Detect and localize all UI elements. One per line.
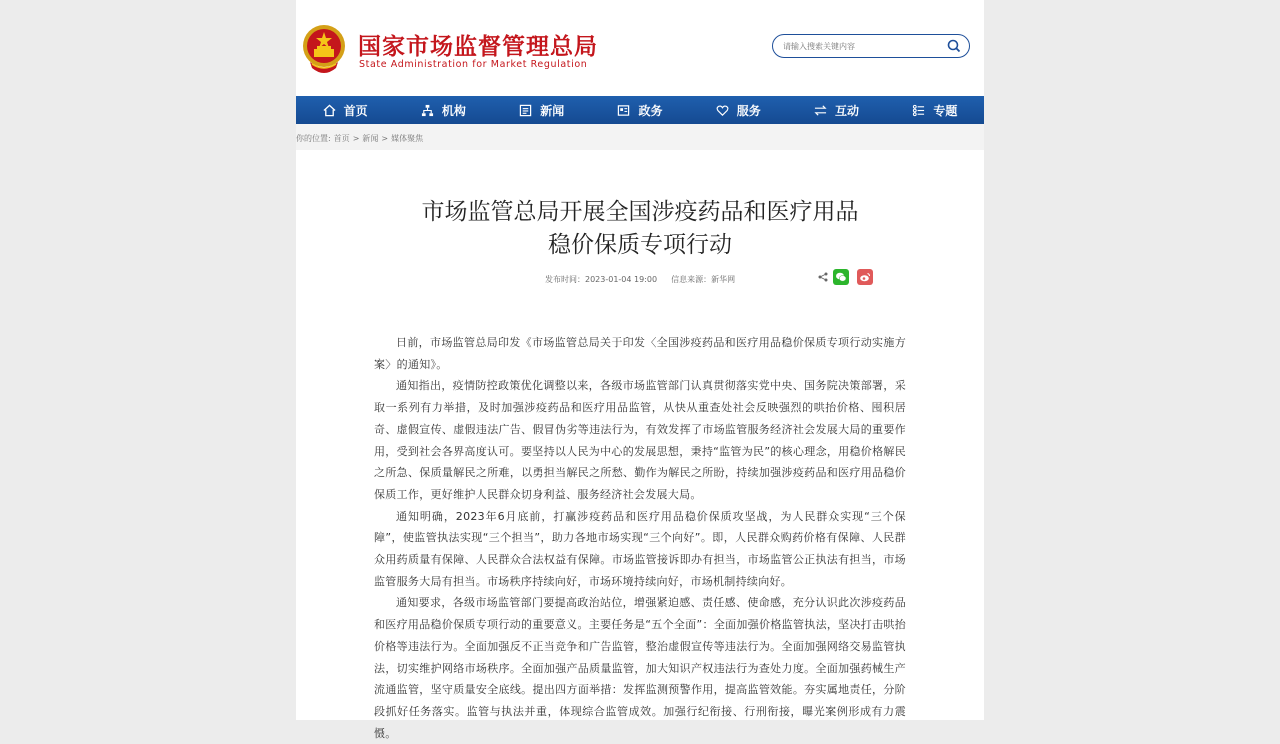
article-title-line: 稳价保质专项行动 <box>548 232 732 258</box>
search-input[interactable] <box>783 38 943 54</box>
nav-label: 政务 <box>638 103 663 118</box>
share-bar <box>818 269 881 285</box>
nav-label: 专题 <box>933 103 958 118</box>
nav-item-affairs[interactable] <box>591 96 689 124</box>
main-nav <box>296 96 984 124</box>
gov-affairs-icon <box>617 104 630 117</box>
breadcrumb-link-news[interactable]: 新闻 <box>362 134 379 143</box>
article-body <box>374 332 906 744</box>
article-title <box>336 196 944 262</box>
nav-label: 互动 <box>835 103 860 118</box>
nav-item-news[interactable] <box>493 96 591 124</box>
news-icon <box>519 104 532 117</box>
breadcrumb-prefix: 你的位置: <box>296 134 331 143</box>
nav-item-org[interactable] <box>394 96 492 124</box>
article <box>296 150 984 740</box>
national-emblem-icon[interactable] <box>300 22 348 76</box>
nav-label: 机构 <box>441 103 466 118</box>
home-icon <box>323 104 336 117</box>
nav-item-home[interactable] <box>296 96 394 124</box>
wechat-icon[interactable] <box>833 269 849 285</box>
article-title-line: 市场监管总局开展全国涉疫药品和医疗用品 <box>421 199 859 225</box>
nav-item-interact[interactable] <box>787 96 885 124</box>
article-paragraph: 通知明确，2023年6月底前，打赢涉疫药品和医疗用品稳价保质攻坚战，为人民群众实现“三个保障”，使监管执法实现“三个担当”，助力各地市场实现“三个向好”。即，人民群众购药价格有保障、人民群众用药质量有保障、人民群众合法权益有保障。市场监管接诉即办有担当，市场监管公正执法有担当，市场监管服务大局有担当。市场秩序持续向好，市场环境持续向好，市场机制持续向好。 <box>374 509 906 588</box>
article-paragraph: 通知指出，疫情防控政策优化调整以来，各级市场监管部门认真贯彻落实党中央、国务院决策部署，采取一系列有力举措，及时加强涉疫药品和医疗用品监管，从快从重查处社会反映强烈的哄抬价格、囤积居奇、虚假宣传、虚假违法广告、假冒伪劣等违法行为，有效发挥了市场监管服务经济社会发展大局的重要作用，受到社会各界高度认可。要坚持以人民为中心的发展思想，秉持“监管为民”的核心理念，用稳价格解民之所急、保质量解民之所难，以勇担当解民之所愁、勤作为解民之所盼，持续加强涉疫药品和医疗用品稳价保质工作，更好维护人民群众切身利益、服务经济社会发展大局。 <box>374 379 906 501</box>
breadcrumb-link-media[interactable]: 媒体聚焦 <box>391 134 424 143</box>
site-title-cn[interactable]: 国家市场监督管理总局 <box>358 34 598 60</box>
nav-label: 新闻 <box>540 103 565 118</box>
breadcrumb-link-home[interactable]: 首页 <box>333 134 350 143</box>
share-icon[interactable] <box>818 272 828 282</box>
heart-icon <box>716 104 729 117</box>
nav-label: 首页 <box>343 103 368 118</box>
nav-label: 服务 <box>736 103 761 118</box>
search-icon[interactable] <box>947 39 961 53</box>
nav-item-service[interactable] <box>689 96 787 124</box>
site-title-en: State Administration for Market Regulation <box>359 59 588 70</box>
info-source: 信息来源：新华网 <box>671 275 736 284</box>
breadcrumb-separator: > <box>381 134 389 143</box>
breadcrumb-separator: > <box>352 134 360 143</box>
nav-item-topics[interactable] <box>886 96 984 124</box>
search-box <box>772 34 970 58</box>
article-meta <box>545 274 749 285</box>
breadcrumb <box>296 133 426 144</box>
exchange-icon <box>814 104 827 117</box>
breadcrumb-bar <box>296 124 984 150</box>
page-container <box>296 0 984 740</box>
weibo-icon[interactable] <box>857 269 873 285</box>
article-paragraph: 通知要求，各级市场监管部门要提高政治站位，增强紧迫感、责任感、使命感，充分认识此次涉疫药品和医疗用品稳价保质专项行动的重要意义。主要任务是“五个全面”：全面加强价格监管执法，坚决打击哄抬价格等违法行为。全面加强反不正当竞争和广告监管，整治虚假宣传等违法行为。全面加强网络交易监管执法，切实维护网络市场秩序。全面加强产品质量监管，加大知识产权违法行为查处力度。全面加强药械生产流通监管，坚守质量安全底线。提出四方面举措：发挥监测预警作用，提高监管效能。夯实属地责任，分阶段抓好任务落实。监管与执法并重，体现综合监管成效。加强行纪衔接、行刑衔接，曝光案例形成有力震慑。 <box>374 596 906 740</box>
site-header <box>296 0 984 96</box>
publish-time: 发布时间：2023-01-04 19:00 <box>545 275 658 284</box>
org-chart-icon <box>421 104 434 117</box>
article-paragraph: 日前，市场监管总局印发《市场监管总局关于印发〈全国涉疫药品和医疗用品稳价保质专项行动实施方案〉的通知》。 <box>374 336 906 371</box>
topics-icon <box>912 104 925 117</box>
